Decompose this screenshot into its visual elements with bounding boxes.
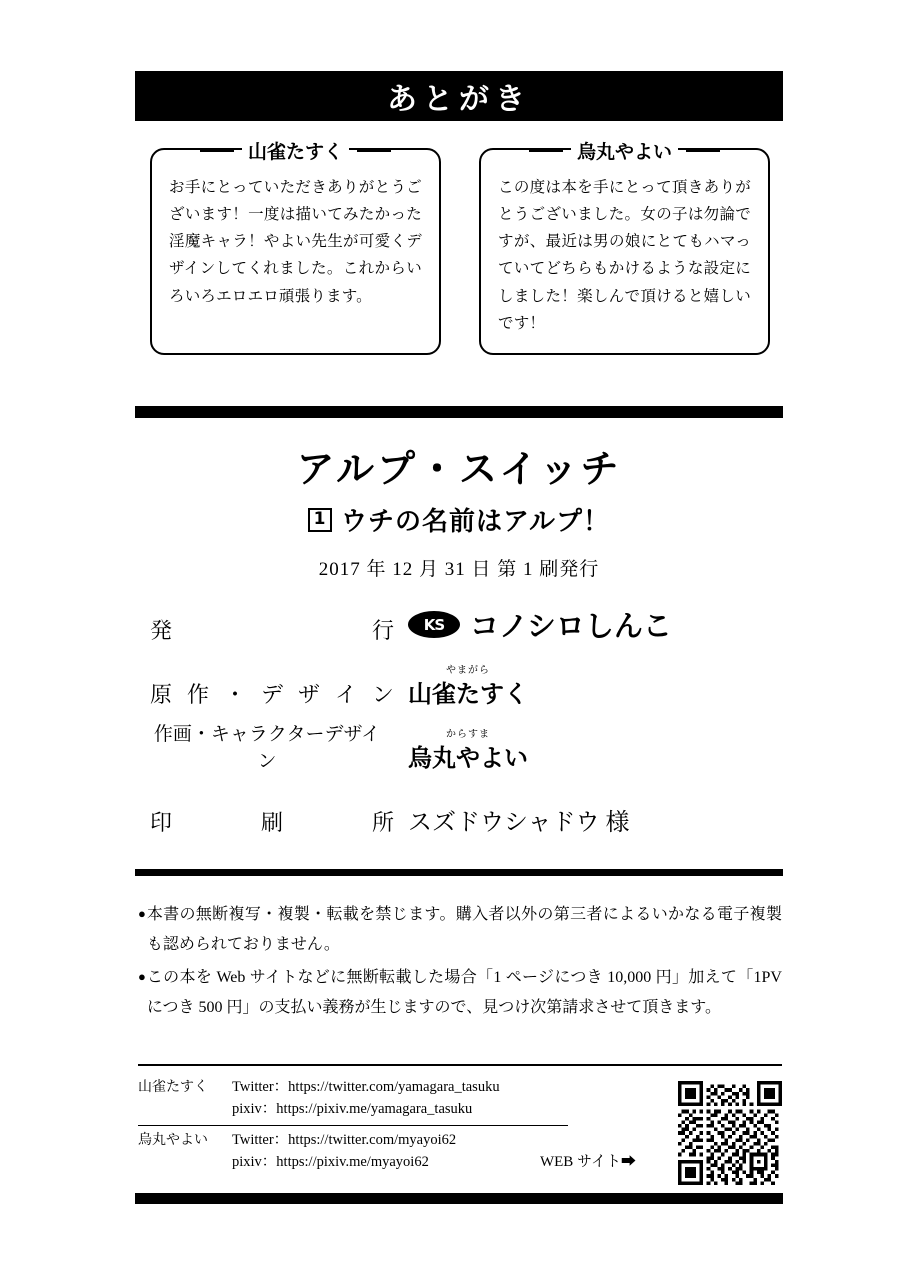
credit-label-char: デ [260, 682, 283, 707]
credit-value [408, 729, 528, 773]
colophon-title-block [0, 438, 918, 581]
footer-bar [135, 1193, 783, 1204]
credit-label-char: 所 [371, 810, 394, 835]
credit-label-char: 原 [150, 682, 173, 707]
twitter-link[interactable]: Twitter：https://twitter.com/myayoi62 [232, 1131, 457, 1148]
credit-label-char: 行 [371, 618, 394, 643]
notice-item [138, 963, 782, 1022]
volume-badge: 1 [308, 508, 332, 532]
credit-label: 作画・キャラクターデザイン [153, 724, 381, 772]
credit-row-printer [150, 799, 770, 837]
note-body: お手にとっていただきありがとうございます！一度は描いてみたかった淫魔キャラ！やよい先生が可愛くデザインしてくれました。これからいろいろエロエロ頑張ります。 [169, 179, 422, 305]
publisher-name: コノシロしんこ [470, 609, 672, 643]
note-body: この度は本を手にとって頂きありがとうございました。女の子は勿論ですが、最近は男の娘にとてもハマっていてどちらもかけるような設定にしました！楽しんで頂けると嬉しいです！ [498, 179, 751, 332]
ruby-text: やまがら [446, 665, 490, 676]
contact-links [232, 1129, 456, 1174]
contact-author-name: 山雀たすく [138, 1079, 208, 1095]
credit-label-char: 印 [150, 810, 173, 835]
contact-row [138, 1126, 568, 1178]
title-rule-right [686, 150, 720, 152]
credit-name: 烏丸やよい [408, 744, 528, 772]
publication-date: 2017 年 12 月 31 日 第 1 刷発行 [318, 559, 600, 580]
afterword-notes [150, 141, 770, 355]
title-rule-right [357, 150, 391, 152]
credit-label-char: 発 [150, 618, 173, 643]
ruby-text: からすま [446, 729, 490, 740]
afterword-note [150, 141, 441, 355]
credit-name: 山雀たすく [408, 680, 528, 708]
credit-label [150, 614, 408, 645]
credit-label-char: 刷 [260, 810, 283, 835]
publisher-mark [408, 604, 672, 645]
note-author-name: 烏丸やよい [571, 137, 678, 164]
credit-label-char: ン [371, 682, 394, 707]
note-author-name: 山雀たすく [242, 137, 349, 164]
note-title [152, 137, 439, 164]
credit-row-art-character-design [150, 724, 770, 773]
book-subtitle-line [0, 501, 918, 538]
afterword-title: あとがき [387, 82, 531, 117]
ks-logo-icon: KS [408, 611, 460, 638]
divider-contacts [138, 1064, 782, 1066]
divider-notice [135, 869, 783, 876]
contacts-table [138, 1073, 568, 1178]
contact-author-name: 烏丸やよい [138, 1131, 208, 1148]
contact-row [138, 1073, 568, 1126]
credit-row-publisher [150, 607, 770, 645]
credit-label-char: ザ [297, 682, 320, 707]
credit-row-original-design [150, 665, 770, 709]
credit-label-char: ・ [223, 682, 246, 707]
pixiv-link[interactable]: pixiv：https://pixiv.me/yamagara_tasuku [232, 1101, 473, 1118]
credit-value [408, 665, 528, 709]
book-subtitle: ウチの名前はアルプ！ [341, 507, 610, 537]
twitter-link[interactable]: Twitter：https://twitter.com/yamagara_tasuku [232, 1079, 500, 1095]
contacts-block [138, 1073, 782, 1185]
credit-label [150, 678, 408, 709]
credit-label-char: イ [334, 682, 357, 707]
notice-item [138, 900, 782, 959]
bullet-icon: ● [138, 906, 146, 921]
credit-value [408, 604, 672, 645]
credits-list [150, 607, 770, 863]
note-title [481, 137, 768, 164]
title-rule-left [200, 150, 234, 152]
legal-notice [138, 900, 782, 1026]
notice-text: 本書の無断複写・複製・転載を禁じます。購入者以外の第三者によるいかなる電子複製も認められておりません。 [146, 906, 782, 953]
pixiv-link[interactable]: pixiv：https://pixiv.me/myayoi62 [232, 1154, 429, 1171]
credit-label-char: 作 [186, 682, 209, 707]
web-site-label: WEB サイト➡ [539, 1154, 636, 1170]
afterword-note [479, 141, 770, 355]
contact-links [232, 1076, 500, 1121]
credit-label [150, 806, 408, 837]
qr-code-icon[interactable] [678, 1081, 782, 1185]
credit-value [408, 802, 630, 837]
title-rule-left [529, 150, 563, 152]
notice-text: この本を Web サイトなどに無断転載した場合「1 ページにつき 10,000 円」加えて「1PV につき 500 円」の支払い義務が生じますので、見つけ次第請求させて頂きます。 [146, 969, 782, 1016]
book-title: アルプ・スイッチ [296, 447, 622, 491]
afterword-banner [135, 71, 783, 121]
printer-name: スズドウシャドウ 様 [408, 810, 630, 836]
bullet-icon: ● [138, 969, 146, 985]
divider-top [135, 406, 783, 418]
